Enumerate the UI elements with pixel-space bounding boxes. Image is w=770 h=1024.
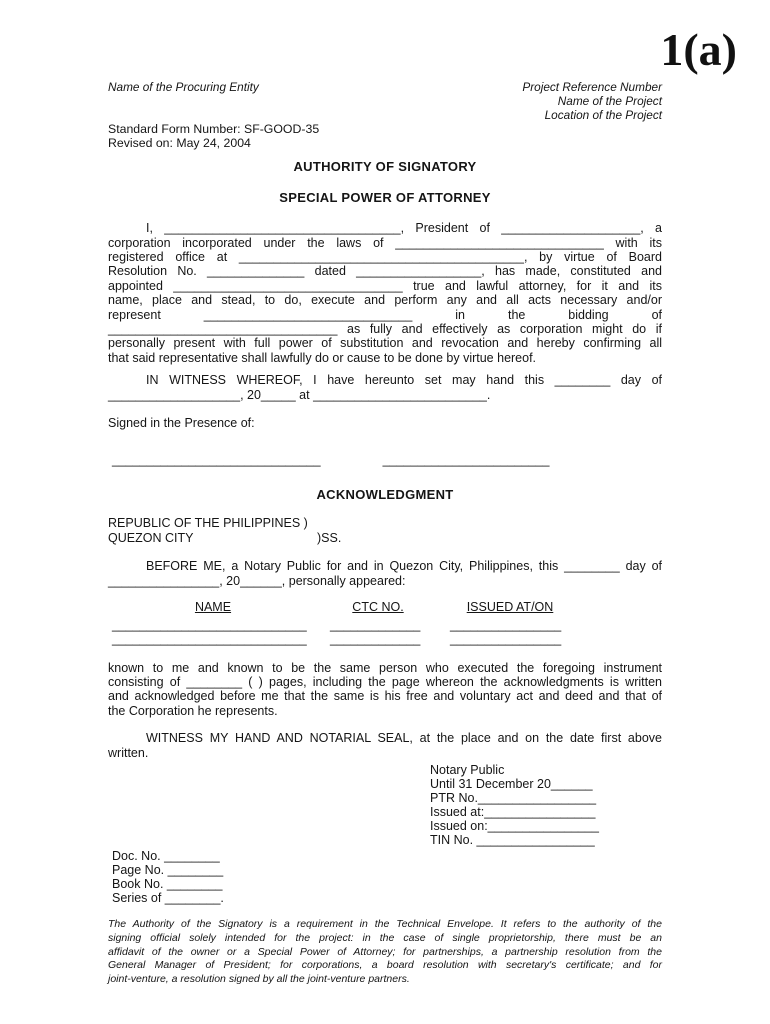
footnote-paragraph: The Authority of the Signatory is a requirement in the Technical Envelope. It refers to the authority of the signing official solely intended for the project: in the case of single proprietorship, there must be an affidavit of the owner or a Special Power of Attorney; for partnerships, a partnership resolution from the General Manager of President; for corporations, a board resolution with secretary's certificate; and for joint-venture, a resolution signed by all the joint-venture partners. (108, 917, 662, 986)
witness-my-hand-paragraph: WITNESS MY HAND AND NOTARIAL SEAL, at the place and on the date first above written. (108, 731, 662, 760)
signature-line-left: ______________________________ (112, 452, 321, 467)
project-info (522, 80, 662, 122)
city-name: QUEZON CITY (108, 530, 194, 545)
before-me-paragraph: BEFORE ME, a Notary Public for and in Quezon City, Philippines, this ________ day of ________________, 20______, personally appeared: (108, 559, 662, 588)
name-blank-line: ____________________________ (112, 631, 307, 646)
ss-label: )SS. (317, 530, 342, 545)
revised-date: Revised on: May 24, 2004 (108, 136, 251, 151)
ctc-blank-line: _____________ (330, 618, 421, 633)
project-name-label: Name of the Project (557, 94, 662, 108)
appearers-table (112, 600, 662, 647)
document-numbers-block: Doc. No. ________ Page No. ________ Book No. ________ Series of ________. (112, 848, 224, 905)
issued-blank-line: ________________ (450, 631, 562, 646)
project-reference-number-label: Project Reference Number (522, 80, 662, 94)
notary-public-block: Notary Public Until 31 December 20______ PTR No._________________ Issued at:________________ Issued on:________________ TIN No. _________________ (430, 762, 599, 847)
header (108, 0, 662, 122)
name-blank-line: ____________________________ (112, 618, 307, 633)
form-info (108, 122, 662, 150)
in-witness-whereof-paragraph: IN WITNESS WHEREOF, I have hereunto set may hand this ________ day of ___________________, 20_____ at _________________________. (108, 373, 662, 402)
document-subtitle: SPECIAL POWER OF ATTORNEY (279, 189, 491, 205)
city-line (108, 531, 662, 545)
ctc-blank-line: _____________ (330, 631, 421, 646)
issued-blank-line: ________________ (450, 618, 562, 633)
acknowledgment-title: ACKNOWLEDGMENT (316, 486, 454, 502)
procuring-entity-label: Name of the Procuring Entity (108, 80, 259, 94)
column-header-ctc-no: CTC NO. (352, 599, 404, 614)
standard-form-number: Standard Form Number: SF-GOOD-35 (108, 122, 320, 136)
column-header-name: NAME (194, 599, 232, 614)
appearers-table-header-row (112, 600, 662, 614)
table-row (112, 633, 662, 647)
venue-block (108, 516, 662, 545)
signature-line-right: ________________________ (382, 452, 550, 467)
known-to-me-paragraph: known to me and known to be the same person who executed the foregoing instrument consisting of ________ ( ) pages, including the page whereon the acknowledgments is written and acknowledged before me that the same is his free and voluntary act and deed and that of the Corporation he represents. (108, 660, 662, 718)
form-annex-tag: 1(a) (660, 24, 737, 75)
signature-spacer (321, 453, 383, 467)
project-location-label: Location of the Project (544, 108, 662, 122)
column-header-issued-at-on: ISSUED AT/ON (466, 599, 554, 614)
witness-signature-lines (112, 453, 662, 467)
republic-line: REPUBLIC OF THE PHILIPPINES ) (108, 516, 308, 531)
spa-appointment-paragraph: I, __________________________________, President of ____________________, a corporation incorporated under the laws of ______________________________ with its registered office at _________________________________________, by virtue of Board Resolution No. ______________ dated __________________, has made, constituted and appointed _________________________________ true and lawful attorney, for it and its name, place and stead, to do, execute and perform any and all acts necessary and/or represent ______________________________ in the bidding of _________________________________ as fully and effectively as corporation might do if personally present with full power of substitution and revocation and hereby confirming all that said representative shall lawfully do or cause to be done by virtue hereof. (108, 221, 662, 365)
table-row (112, 619, 662, 633)
document-title: AUTHORITY OF SIGNATORY (293, 159, 477, 175)
signed-in-presence-label: Signed in the Presence of: (108, 416, 255, 431)
